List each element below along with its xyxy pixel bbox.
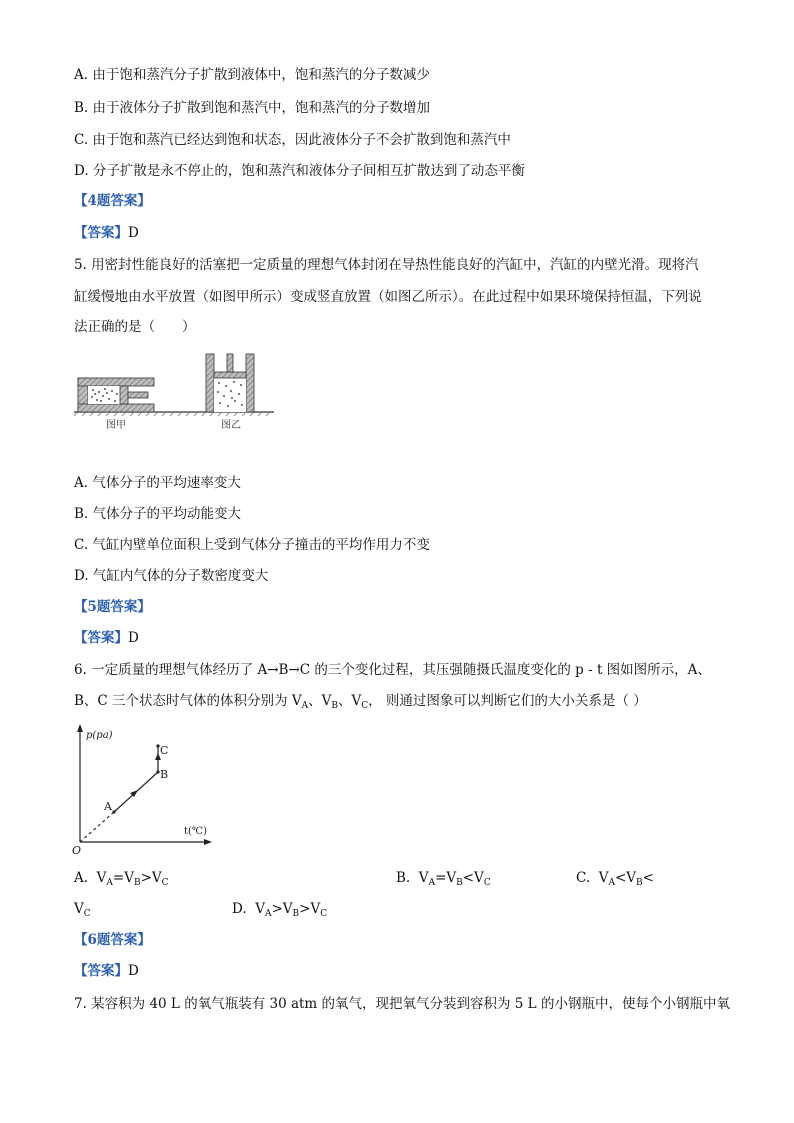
q4-option-a: A. 由于饱和蒸汽分子扩散到液体中，饱和蒸汽的分子数减少	[74, 67, 430, 83]
q5-stem-line1: 5. 用密封性能良好的活塞把一定质量的理想气体封闭在导热性能良好的汽缸中，汽缸的内壁光滑。现将汽	[74, 257, 699, 273]
q5-stem-line3: 法正确的是（ ）	[74, 319, 196, 335]
q4-option-b: B. 由于液体分子扩散到饱和蒸汽中，饱和蒸汽的分子数增加	[74, 100, 431, 116]
q5-option-d: D. 气缸内气体的分子数密度变大	[74, 568, 269, 584]
q6-option-c: C. $V_A<V_B<$	[576, 870, 654, 888]
option-b-prefix: B.	[396, 870, 411, 886]
q5-answer	[74, 629, 139, 647]
q6-stem-line2: B、C 三个状态时气体的体积分别为 $V_A$、$V_B$、$V_C$， 则通过图象可以判断它们的大小关系是（ ）	[74, 693, 647, 711]
answer-value: D	[128, 630, 139, 646]
answer-value: D	[128, 225, 139, 241]
q6-stem-line2-pre: B、C 三个状态时气体的体积分别为 V	[74, 693, 302, 709]
x-axis-label: t(℃)	[184, 826, 208, 837]
point-a-dot	[112, 810, 115, 813]
q4-answer-header: 【4题答案】	[74, 193, 151, 209]
q4-answer	[74, 224, 139, 242]
point-a-label: A	[104, 800, 112, 813]
q4-option-d: D. 分子扩散是永不停止的，饱和蒸汽和液体分子间相互扩散达到了动态平衡	[74, 163, 525, 179]
point-c-label: C	[160, 744, 169, 757]
y-axis-label: p(pa)	[86, 730, 113, 741]
answer-label: 【答案】	[74, 630, 128, 646]
pt-graph	[68, 722, 228, 858]
answer-label: 【答案】	[74, 963, 128, 979]
q5-stem-line2: 缸缓慢地由水平放置（如图甲所示）变成竖直放置（如图乙所示）。在此过程中如果环境保持恒温，下列说	[74, 289, 702, 305]
q6-stem-line1: 6. 一定质量的理想气体经历了 A→B→C 的三个变化过程，其压强随摄氏温度变化的 p - t 图如图所示，A、	[74, 662, 711, 678]
q4-option-c: C. 由于饱和蒸汽已经达到饱和状态，因此液体分子不会扩散到饱和蒸汽中	[74, 132, 511, 148]
option-c-prefix: C.	[576, 870, 591, 886]
answer-label: 【答案】	[74, 225, 128, 241]
vertical-cylinder	[206, 354, 254, 412]
cylinder-figure	[74, 350, 274, 446]
fig-label-yi: 图乙	[221, 420, 241, 431]
q5-option-c: C. 气缸内壁单位面积上受到气体分子撞击的平均作用力不变	[74, 537, 430, 553]
q6-option-a: A. $V_A=V_B>V_C$	[74, 870, 169, 888]
option-a-prefix: A.	[74, 870, 89, 886]
origin-label: O	[72, 844, 82, 857]
q5-option-a: A. 气体分子的平均速率变大	[74, 475, 241, 491]
fig-label-jia: 图甲	[106, 420, 126, 431]
option-d-prefix: D.	[232, 901, 247, 917]
q6-option-b: B. $V_A=V_B<V_C$	[396, 870, 491, 888]
q5-answer-header: 【5题答案】	[74, 599, 151, 615]
q5-option-b: B. 气体分子的平均动能变大	[74, 506, 242, 522]
answer-value: D	[128, 963, 139, 979]
q7-stem-line1: 7. 某容积为 40 L 的氧气瓶装有 30 atm 的氧气，现把氧气分装到容积为 5 L 的小钢瓶中，使每个小钢瓶中氧	[74, 996, 730, 1012]
q6-answer	[74, 962, 139, 980]
horizontal-cylinder	[78, 378, 154, 412]
q6-option-c-cont: $V_C$	[74, 901, 91, 919]
point-b-label: B	[160, 768, 169, 781]
q6-answer-header: 【6题答案】	[74, 932, 151, 948]
q6-stem-line2-post: ， 则通过图象可以判断它们的大小关系是（ ）	[368, 693, 647, 709]
q6-option-d: D. $V_A>V_B>V_C$	[232, 901, 328, 919]
